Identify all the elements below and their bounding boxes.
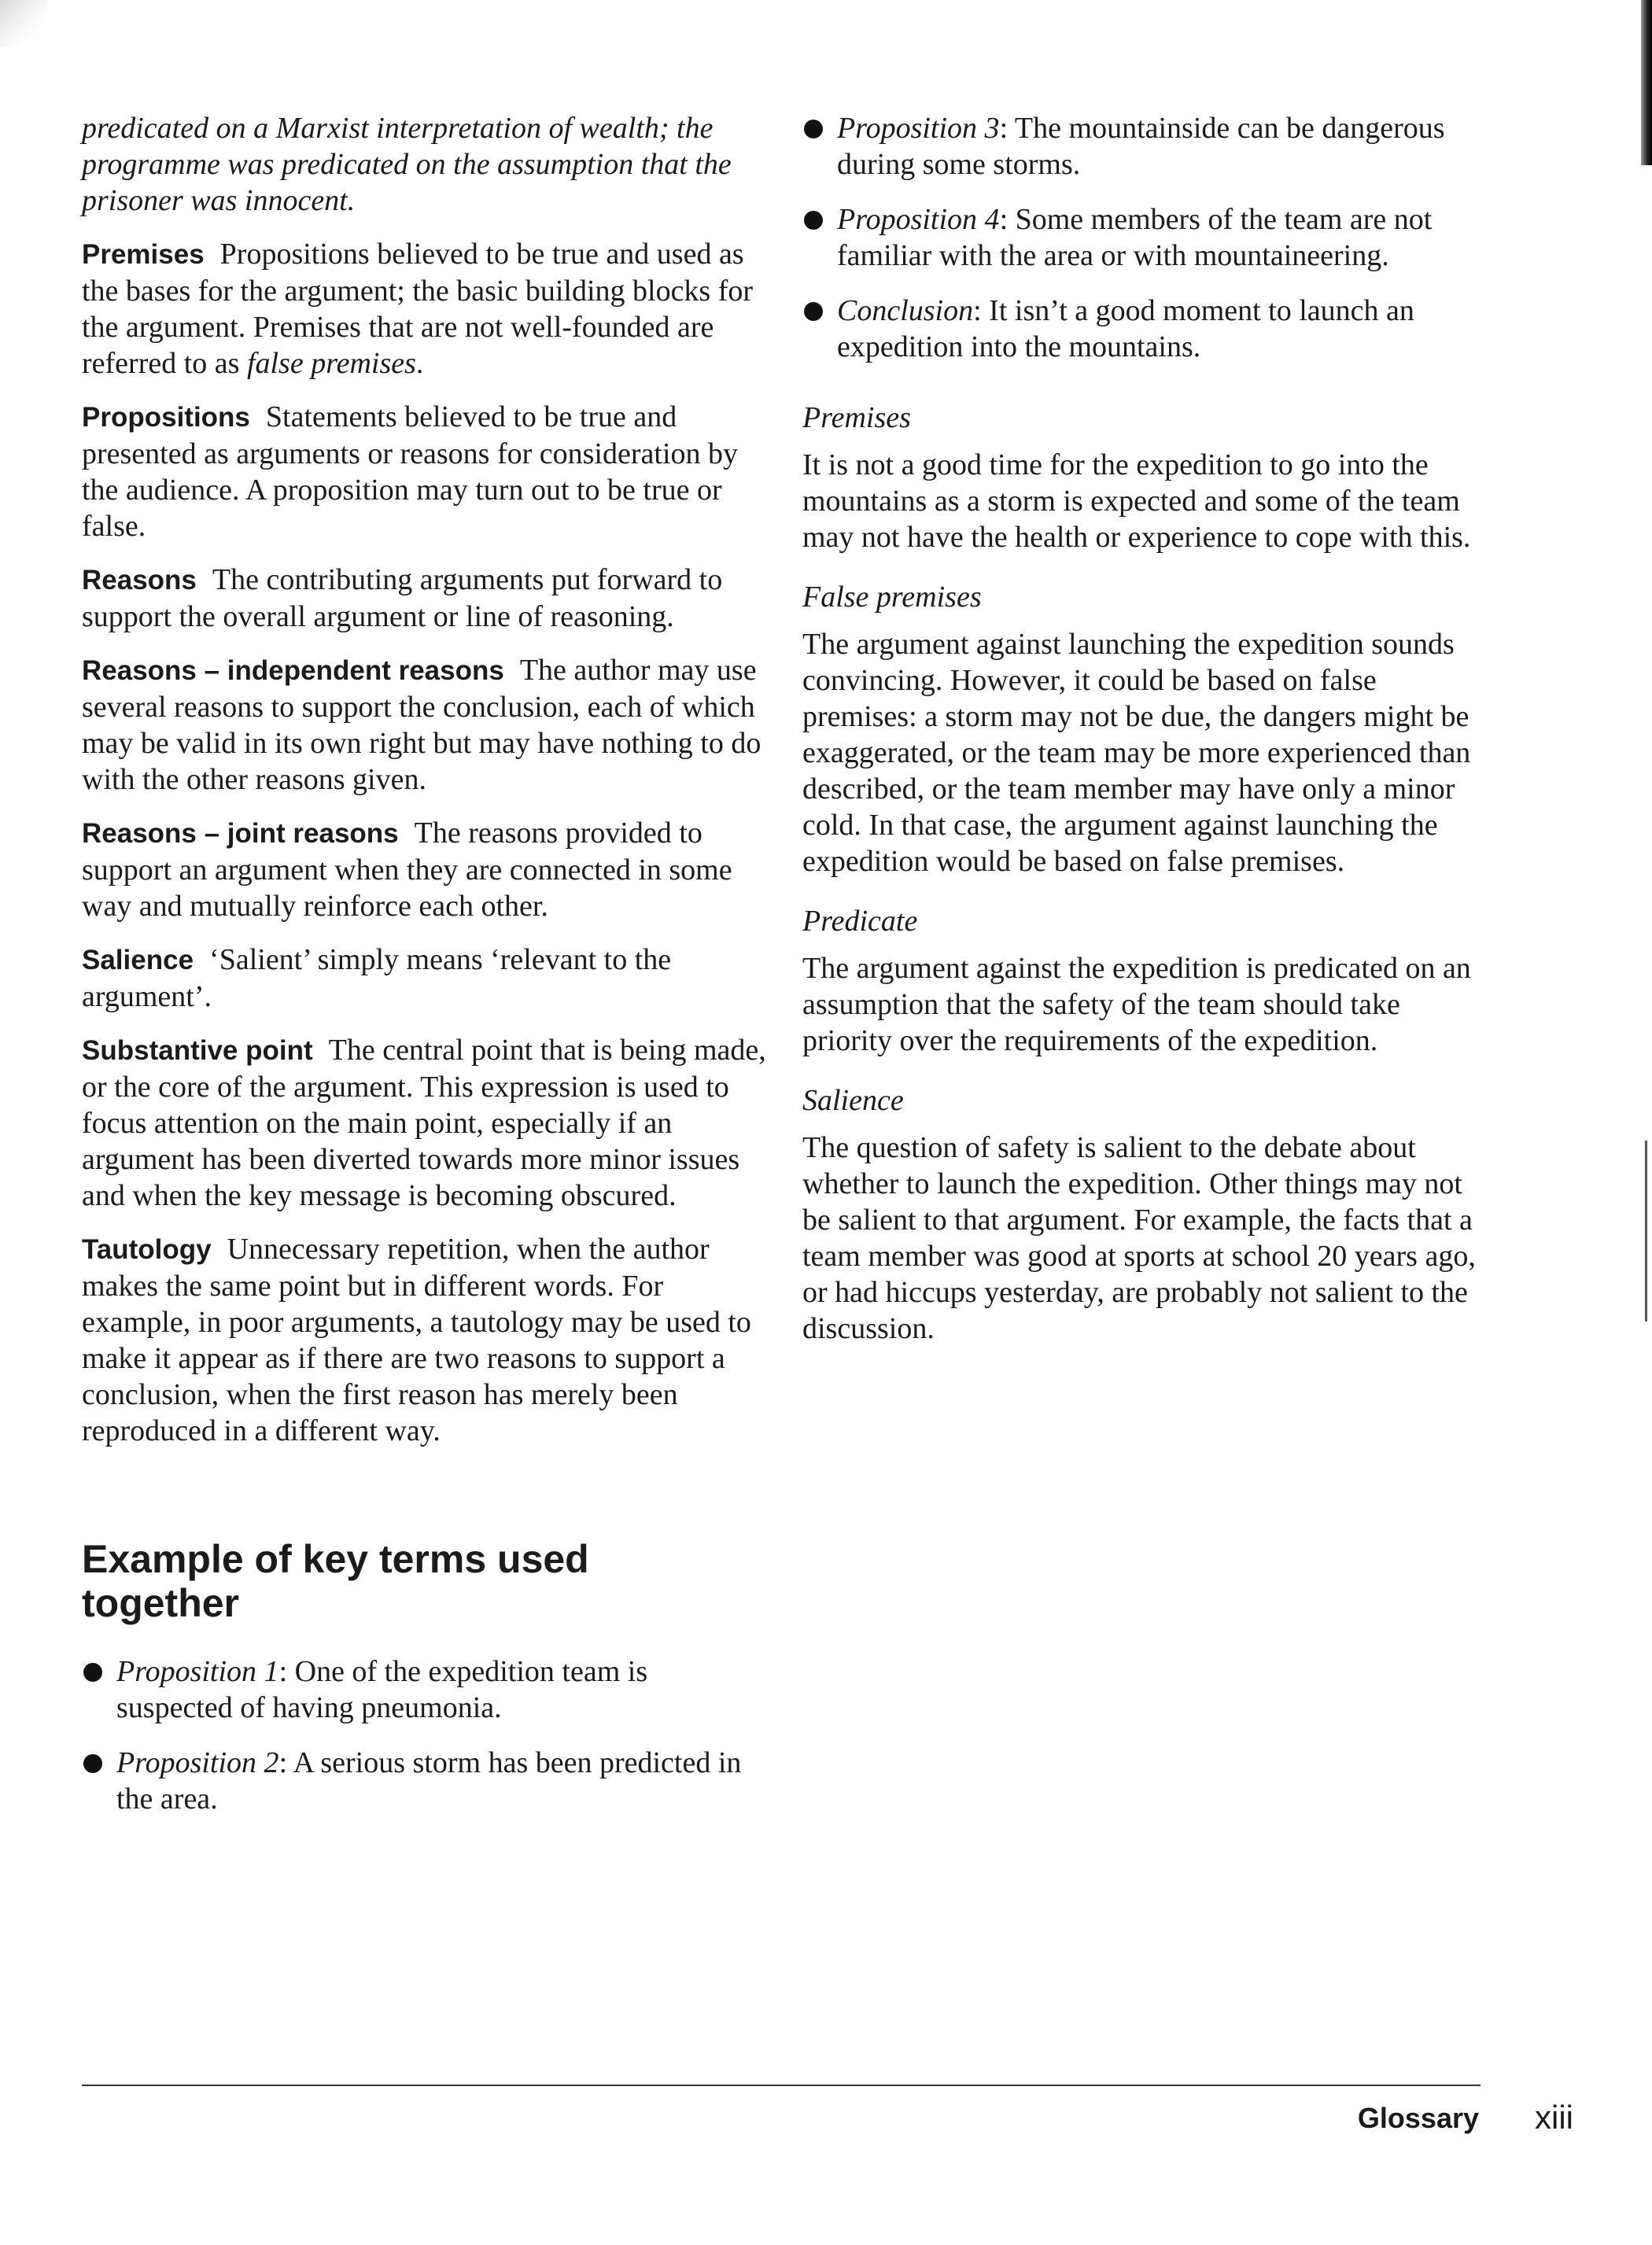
glossary-continuation: predicated on a Marxist interpretation of wealth; the programme was predicated on the assumption that the prisoner was innocent. <box>82 112 732 217</box>
glossary-term: Reasons – independent reasons <box>82 655 504 686</box>
glossary-entry-propositions <box>82 399 766 544</box>
glossary-entry-premises <box>82 236 766 382</box>
page-number: xiii <box>1535 2099 1573 2136</box>
subsection-body: The question of safety is salient to the debate about whether to launch the expedition. Other things may not be salient to that argument. For example, the facts that a team member was good at sports at school 20 years ago, or had hiccups yesterday, are probably not salient to the discussion. <box>802 1131 1476 1345</box>
conclusion-label: Conclusion <box>837 294 974 327</box>
glossary-term: Reasons <box>82 565 197 595</box>
bullet-icon <box>804 120 823 138</box>
bullet-icon <box>804 302 823 321</box>
proposition-text: : Some members of the team are not familiar with the area or with mountaineering. <box>837 203 1433 272</box>
glossary-definition: Unnecessary repetition, when the author makes the same point but in different words. For example, in poor arguments, a tautology may be used to make it appear as if there are two reasons to support a conclusion, when the first reason has merely been reproduced in a different way. <box>82 1233 751 1447</box>
bullet-icon <box>804 211 823 230</box>
proposition-label: Proposition 3 <box>837 112 1000 145</box>
list-item <box>802 201 1495 274</box>
scan-shadow-edge <box>1641 0 1652 165</box>
subsection-body: The argument against launching the expedition sounds convincing. However, it could be based on false premises: a storm may not be due, the dangers might be exaggerated, or the team may be more experienced than described, or the team member may have only a minor cold. In that case, the argument against launching the expedition would be based on false premises. <box>802 628 1471 878</box>
proposition-label: Proposition 1 <box>116 1655 279 1688</box>
list-item <box>802 110 1495 182</box>
running-footer-title: Glossary <box>1357 2102 1479 2134</box>
subsection-body: The argument against the expedition is predicated on an assumption that the safety of the team should take priority over the requirements of the expedition. <box>802 952 1471 1057</box>
glossary-entry-tautology <box>82 1231 766 1449</box>
footer-divider <box>82 2085 1481 2086</box>
list-item <box>802 293 1495 365</box>
proposition-list-right <box>802 110 1495 365</box>
proposition-label: Proposition 2 <box>116 1746 279 1779</box>
glossary-term: Premises <box>82 239 205 270</box>
left-column <box>82 110 766 1836</box>
proposition-label: Proposition 4 <box>837 203 1000 236</box>
glossary-definition: The contributing arguments put forward to support the overall argument or line of reasoning. <box>82 563 723 633</box>
scan-shadow-edge-lower <box>1645 1141 1647 1322</box>
glossary-entry-substantive-point <box>82 1032 766 1214</box>
scan-shadow-corner <box>0 0 47 47</box>
glossary-entry-reasons <box>82 562 766 635</box>
glossary-definition-italic: false premises <box>246 347 416 380</box>
glossary-definition: The central point that is being made, or the core of the argument. This expression is used to focus attention on the main point, especially if an argument has been diverted towards more minor issues and when the key message is becoming obscured. <box>82 1034 766 1212</box>
list-item <box>82 1745 766 1817</box>
glossary-entry-salience <box>82 942 766 1015</box>
right-column <box>802 110 1495 1364</box>
subsection-body: It is not a good time for the expedition to go into the mountains as a storm is expected and some of the team may not have the health or experience to cope with this. <box>802 448 1471 554</box>
list-item <box>82 1653 766 1726</box>
glossary-definition: The author may use several reasons to support the conclusion, each of which may be valid in its own right but may have nothing to do with the other reasons given. <box>82 654 761 796</box>
proposition-text: : A serious storm has been predicted in the area. <box>116 1746 742 1816</box>
glossary-entry-joint-reasons <box>82 815 766 924</box>
glossary-definition: Statements believed to be true and presented as arguments or reasons for consideration by the audience. A proposition may turn out to be true or false. <box>82 400 738 543</box>
proposition-text: : One of the expedition team is suspected of having pneumonia. <box>116 1655 648 1724</box>
glossary-term: Substantive point <box>82 1035 313 1066</box>
subsection-heading-salience: Salience <box>802 1084 904 1117</box>
glossary-definition: Propositions believed to be true and used as the bases for the argument; the basic building blocks for the argument. Premises that are not well-founded are referred to as <box>82 238 754 380</box>
glossary-term: Salience <box>82 945 194 975</box>
bullet-icon <box>83 1754 102 1773</box>
conclusion-text: : It isn’t a good moment to launch an expedition into the mountains. <box>837 294 1414 363</box>
proposition-list-left <box>82 1653 766 1817</box>
glossary-definition-end: . <box>415 347 424 380</box>
glossary-definition: ‘Salient’ simply means ‘relevant to the argument’. <box>82 943 672 1013</box>
section-heading: Example of key terms used together <box>82 1537 589 1625</box>
glossary-entry-independent-reasons <box>82 652 766 798</box>
glossary-term: Propositions <box>82 402 250 433</box>
proposition-text: : The mountainside can be dangerous during some storms. <box>837 112 1445 181</box>
subsection-heading-false-premises: False premises <box>802 581 982 614</box>
glossary-term: Reasons – joint reasons <box>82 818 399 849</box>
bullet-icon <box>83 1663 102 1682</box>
glossary-definition: The reasons provided to support an argument when they are connected in some way and mutually reinforce each other. <box>82 817 732 923</box>
glossary-term: Tautology <box>82 1234 212 1265</box>
subsection-heading-predicate: Predicate <box>802 905 918 938</box>
subsection-heading-premises: Premises <box>802 401 911 434</box>
